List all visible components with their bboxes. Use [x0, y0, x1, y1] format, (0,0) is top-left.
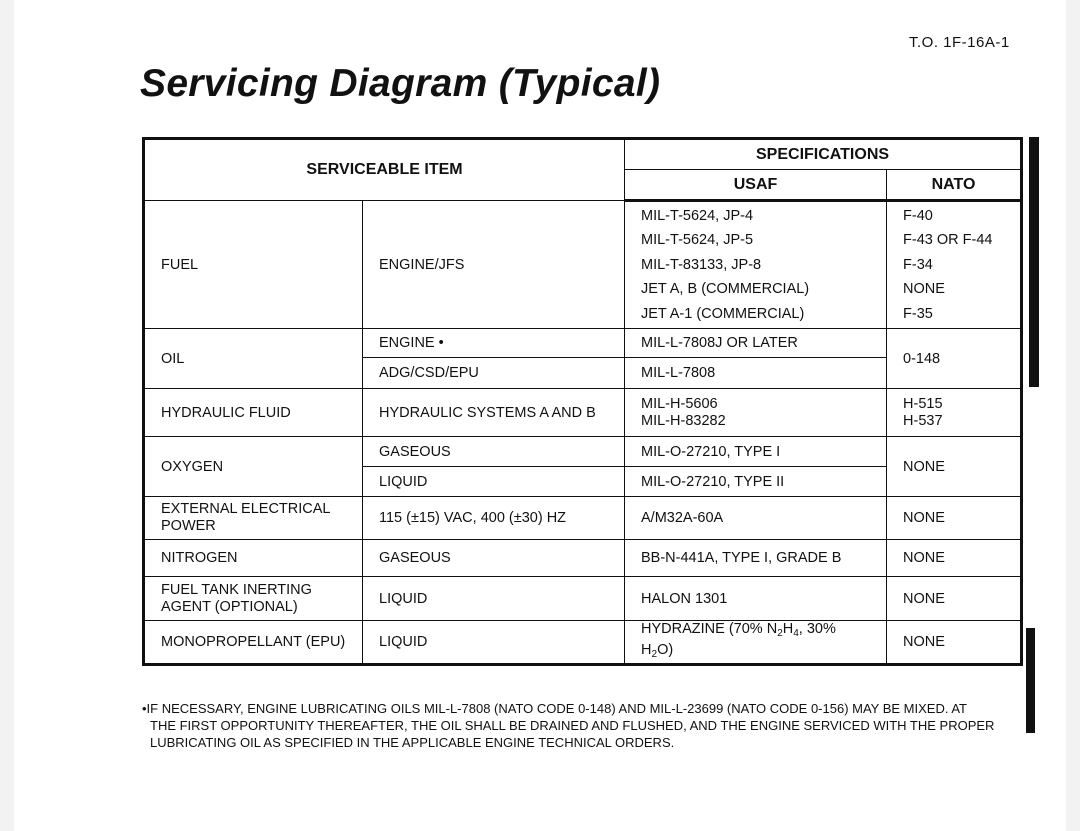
sub-oil-engine: ENGINE • — [363, 329, 625, 358]
usaf-electrical: A/M32A-60A — [625, 497, 887, 540]
usaf-monopropellant — [625, 621, 887, 665]
header-specifications: SPECIFICATIONS — [625, 139, 1022, 170]
sub-oil-adg: ADG/CSD/EPU — [363, 358, 625, 389]
change-bar-bottom — [1026, 628, 1035, 733]
sub-electrical: 115 (±15) VAC, 400 (±30) HZ — [363, 497, 625, 540]
nato-monopropellant: NONE — [887, 621, 1022, 665]
usaf-fuel-spec: MIL-T-83133, JP-8 — [641, 256, 762, 273]
usaf-inerting: HALON 1301 — [625, 577, 887, 621]
item-monopropellant: MONOPROPELLANT (EPU) — [144, 621, 363, 665]
header-usaf: USAF — [625, 170, 887, 201]
sub-nitrogen: GASEOUS — [363, 540, 625, 577]
usaf-fuel-spec: MIL-T-5624, JP-5 — [641, 232, 754, 249]
table-row-fuel — [144, 201, 1022, 329]
item-hydraulic: HYDRAULIC FLUID — [144, 389, 363, 437]
usaf-fuel-spec: MIL-T-5624, JP-4 — [641, 207, 754, 224]
header-nato: NATO — [887, 170, 1022, 201]
usaf-nitrogen: BB-N-441A, TYPE I, GRADE B — [625, 540, 887, 577]
item-inerting-line: FUEL TANK INERTING — [161, 581, 312, 598]
header-serviceable-item: SERVICEABLE ITEM — [144, 139, 625, 201]
nato-hydraulic-code: H-515 — [903, 395, 943, 412]
nato-fuel-code: F-34 — [903, 256, 933, 273]
change-bar-top — [1029, 137, 1039, 387]
usaf-oil-adg: MIL-L-7808 — [625, 358, 887, 389]
sub-oxygen-gaseous: GASEOUS — [363, 437, 625, 467]
usaf-fuel-spec: JET A, B (COMMERCIAL) — [641, 281, 810, 298]
nato-fuel-code: F-35 — [903, 305, 933, 322]
table-row-oil-engine — [144, 329, 1022, 358]
item-fuel: FUEL — [144, 201, 363, 329]
footnote — [142, 700, 1022, 751]
usaf-hydraulic — [625, 389, 887, 437]
table-row-electrical — [144, 497, 1022, 540]
sub-oxygen-liquid: LIQUID — [363, 467, 625, 497]
nato-oxygen: NONE — [887, 437, 1022, 497]
nato-hydraulic — [887, 389, 1022, 437]
table-row-hydraulic — [144, 389, 1022, 437]
nato-electrical: NONE — [887, 497, 1022, 540]
sub-fuel: ENGINE/JFS — [363, 201, 625, 329]
usaf-fuel-spec: JET A-1 (COMMERCIAL) — [641, 305, 805, 322]
usaf-oxygen-gaseous: MIL-O-27210, TYPE I — [625, 437, 887, 467]
footnote-line: THE FIRST OPPORTUNITY THEREAFTER, THE OIL SHALL BE DRAINED AND FLUSHED, AND THE ENGINE SERVICED WITH THE PROPER — [150, 718, 995, 733]
nato-hydraulic-code: H-537 — [903, 412, 943, 429]
nato-oil: 0-148 — [887, 329, 1022, 389]
item-oil: OIL — [144, 329, 363, 389]
footnote-line: •IF NECESSARY, ENGINE LUBRICATING OILS MIL-L-7808 (NATO CODE 0-148) AND MIL-L-23699 (NATO CODE 0-156) MAY BE MIXED. AT — [142, 701, 967, 716]
servicing-spec-table — [142, 137, 1023, 666]
item-inerting-line: AGENT (OPTIONAL) — [161, 598, 298, 615]
hydrazine-line-1: HYDRAZINE (70% $N_2H_4$, 30% — [641, 621, 836, 639]
table-row-inerting — [144, 577, 1022, 621]
item-nitrogen: NITROGEN — [144, 540, 363, 577]
sub-monopropellant: LIQUID — [363, 621, 625, 665]
usaf-hydraulic-spec: MIL-H-5606 — [641, 395, 718, 412]
technical-order-number: T.O. 1F-16A-1 — [909, 34, 1010, 51]
nato-fuel-code: F-40 — [903, 207, 933, 224]
page-title: Servicing Diagram (Typical) — [140, 62, 661, 105]
nato-inerting: NONE — [887, 577, 1022, 621]
footnote-line: LUBRICATING OIL AS SPECIFIED IN THE APPLICABLE ENGINE TECHNICAL ORDERS. — [150, 735, 675, 750]
usaf-oxygen-liquid: MIL-O-27210, TYPE II — [625, 467, 887, 497]
usaf-fuel — [625, 201, 887, 329]
hydrazine-line-2: $H_2O$) — [641, 642, 674, 660]
item-electrical-line: EXTERNAL ELECTRICAL — [161, 501, 331, 517]
table-row-monopropellant — [144, 621, 1022, 665]
table-row-oxygen-gaseous — [144, 437, 1022, 467]
nato-fuel-code: F-43 OR F-44 — [903, 232, 993, 249]
nato-fuel — [887, 201, 1022, 329]
item-electrical-line: POWER — [161, 518, 216, 534]
table-row-nitrogen — [144, 540, 1022, 577]
usaf-hydraulic-spec: MIL-H-83282 — [641, 412, 726, 429]
usaf-oil-engine: MIL-L-7808J OR LATER — [625, 329, 887, 358]
nato-nitrogen: NONE — [887, 540, 1022, 577]
sub-hydraulic: HYDRAULIC SYSTEMS A AND B — [363, 389, 625, 437]
nato-fuel-code: NONE — [903, 281, 945, 298]
item-electrical — [144, 497, 363, 540]
item-inerting — [144, 577, 363, 621]
item-oxygen: OXYGEN — [144, 437, 363, 497]
sub-inerting: LIQUID — [363, 577, 625, 621]
